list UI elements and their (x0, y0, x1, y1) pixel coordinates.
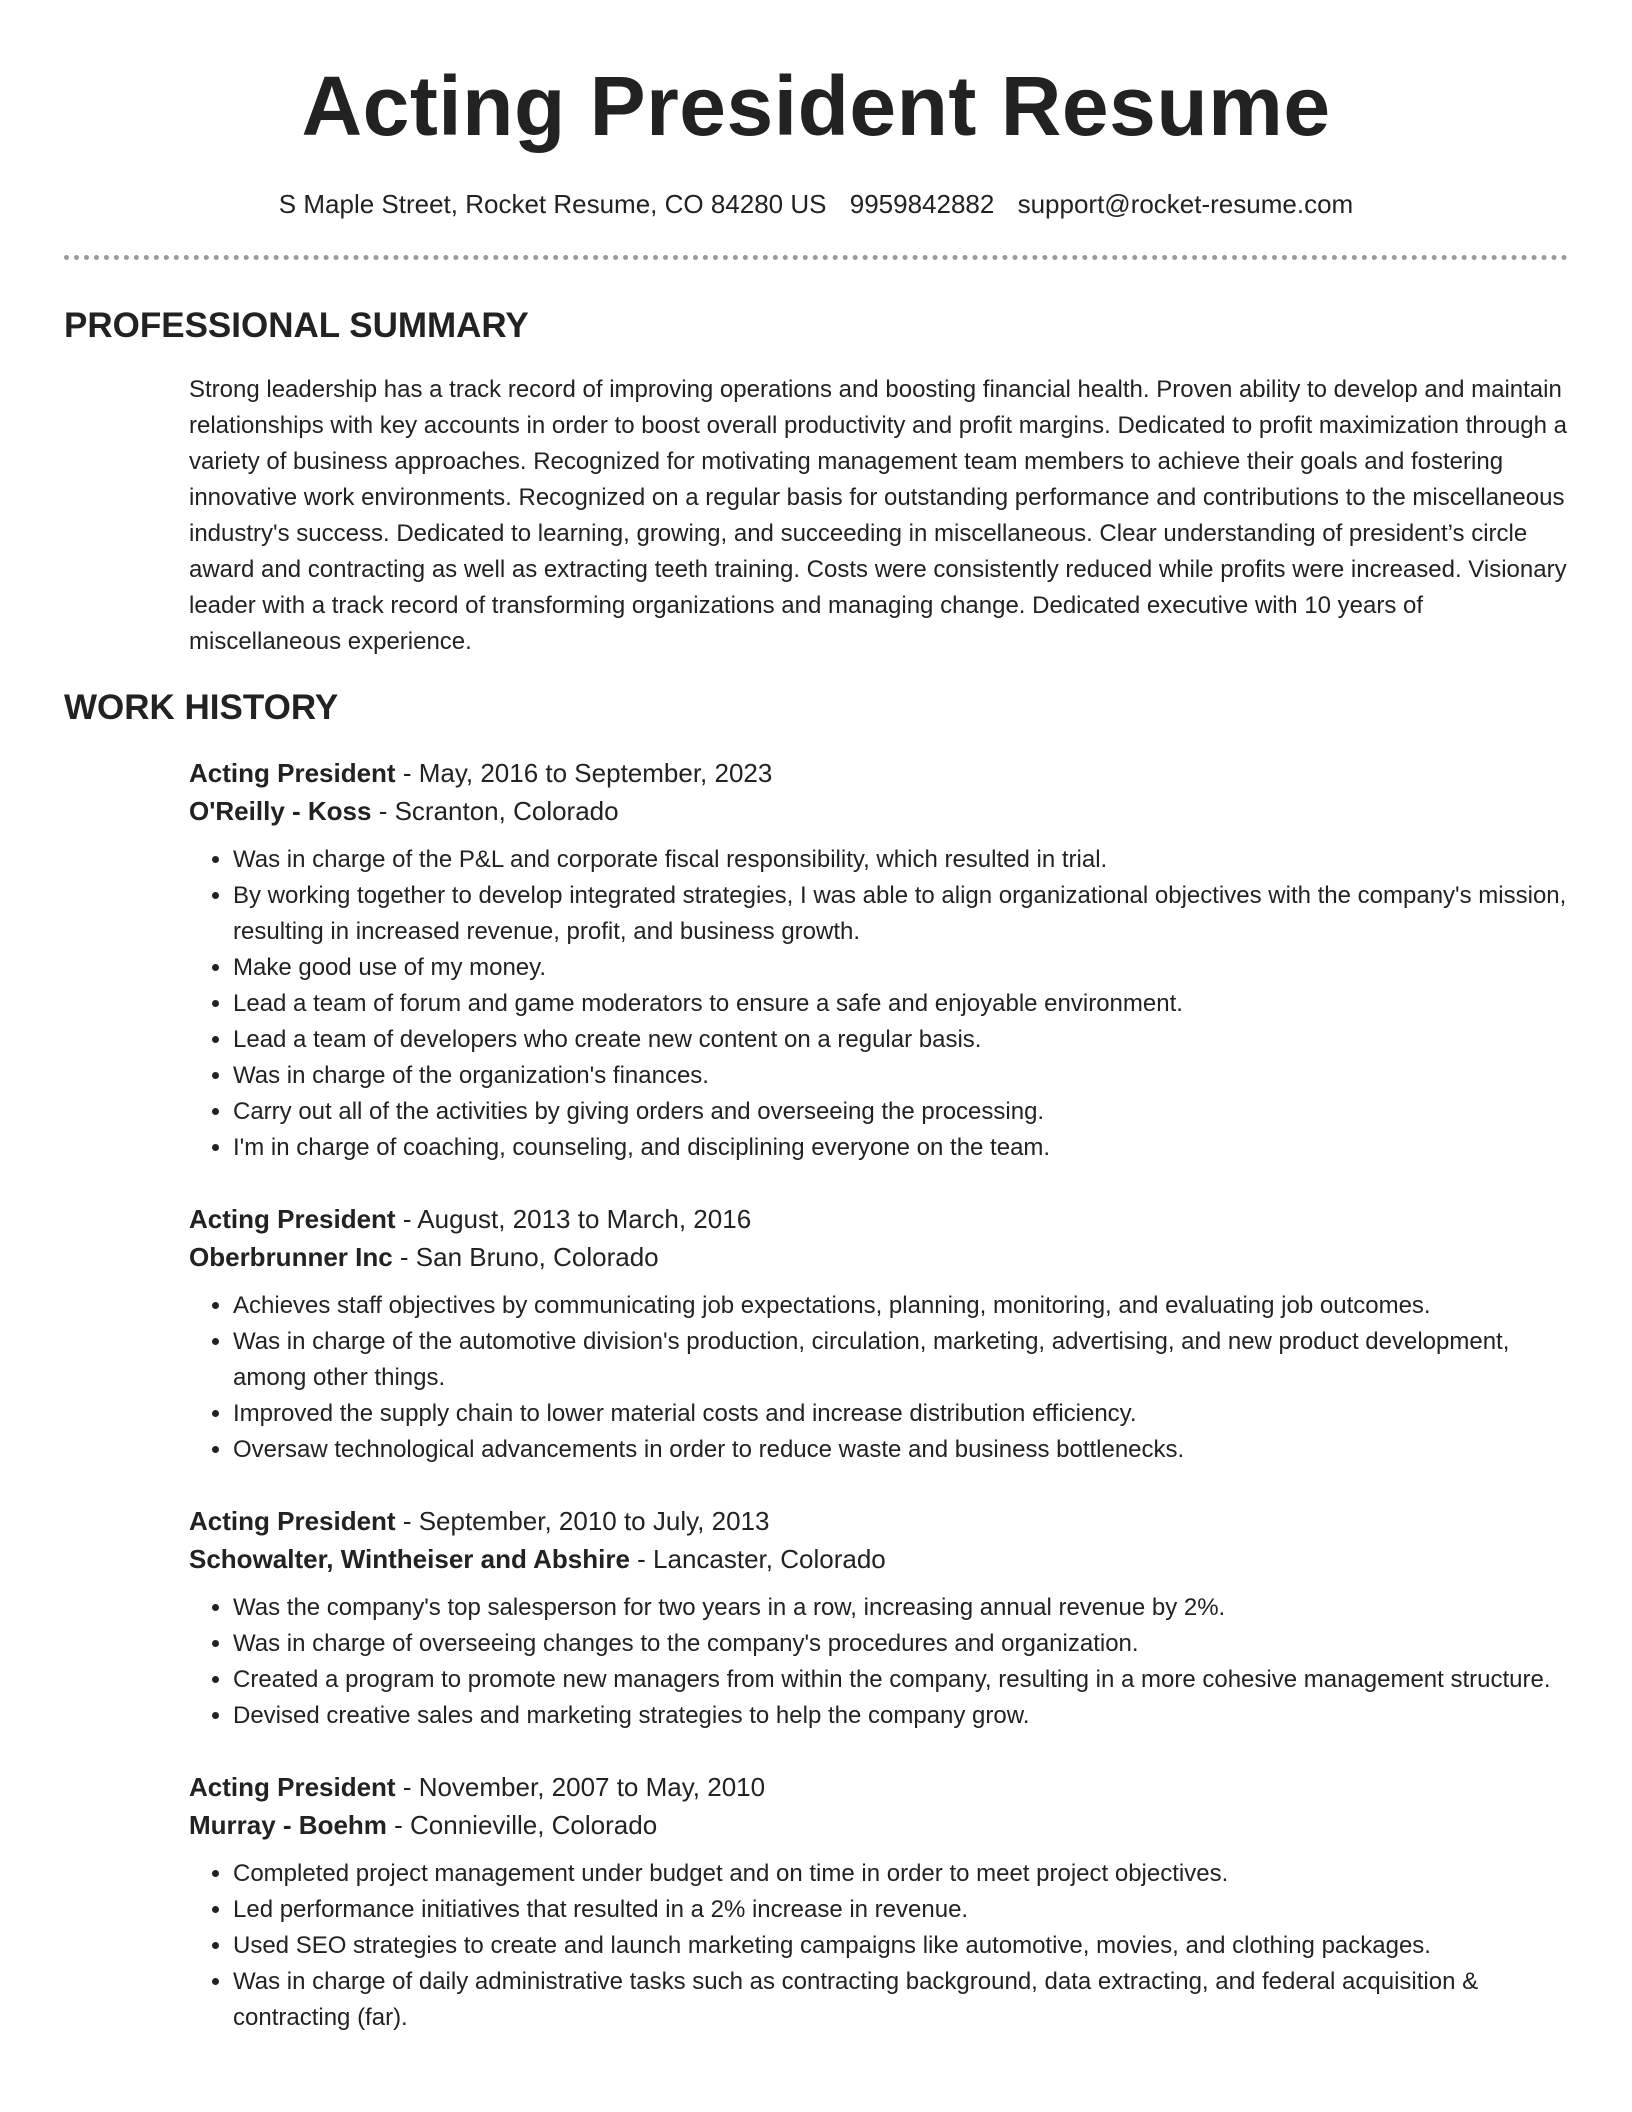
job-role: Acting President (189, 1204, 396, 1234)
job-location: - Connieville, Colorado (386, 1810, 658, 1840)
job-dates: - May, 2016 to September, 2023 (395, 758, 773, 788)
job-bullet: • Was the company's top salesperson for two years in a row, increasing annual revenue by 2%. (233, 1590, 1568, 1626)
job-bullet: • Carry out all of the activities by giving orders and overseeing the processing. (233, 1094, 1568, 1130)
job-company: Oberbrunner Inc (189, 1242, 393, 1272)
job-bullet: • Lead a team of developers who create new content on a regular basis. (233, 1022, 1568, 1058)
job-entry (189, 1502, 1568, 1734)
job-company-line (189, 1540, 1568, 1578)
job-location: - Lancaster, Colorado (629, 1544, 886, 1574)
job-role: Acting President (189, 758, 396, 788)
job-title-line (189, 1768, 1568, 1806)
summary-heading: PROFESSIONAL SUMMARY (64, 306, 529, 345)
job-dates: - November, 2007 to May, 2010 (395, 1772, 766, 1802)
job-location: - San Bruno, Colorado (392, 1242, 659, 1272)
contact-email: support@rocket-resume.com (1017, 189, 1354, 219)
job-title-line (189, 754, 1568, 792)
job-location: - Scranton, Colorado (371, 796, 619, 826)
contact-line (64, 186, 1568, 222)
job-bullet-list (189, 1288, 1568, 1468)
job-bullet-list (189, 1590, 1568, 1734)
job-bullet: • By working together to develop integrated strategies, I was able to align organizational objectives with the company's mission, resulting in increased revenue, profit, and business growth. (233, 878, 1568, 950)
job-bullet: • Improved the supply chain to lower material costs and increase distribution efficiency. (233, 1396, 1568, 1432)
job-company: O'Reilly - Koss (189, 796, 372, 826)
job-bullet: • Created a program to promote new managers from within the company, resulting in a more cohesive management structure. (233, 1662, 1568, 1698)
job-bullet-list (189, 842, 1568, 1166)
job-dates: - August, 2013 to March, 2016 (395, 1204, 752, 1234)
job-bullet: • Led performance initiatives that resulted in a 2% increase in revenue. (233, 1892, 1568, 1928)
job-entry (189, 754, 1568, 1166)
resume-header (64, 0, 1568, 222)
job-company-line (189, 792, 1568, 830)
job-bullet: • Achieves staff objectives by communicating job expectations, planning, monitoring, and evaluating job outcomes. (233, 1288, 1568, 1324)
job-company: Schowalter, Wintheiser and Abshire (189, 1544, 630, 1574)
job-entry (189, 1200, 1568, 1468)
header-divider (64, 255, 1568, 260)
job-bullet: • Lead a team of forum and game moderators to ensure a safe and enjoyable environment. (233, 986, 1568, 1022)
job-bullet: • Devised creative sales and marketing strategies to help the company grow. (233, 1698, 1568, 1734)
resume-title: Acting President Resume (301, 59, 1331, 153)
contact-address: S Maple Street, Rocket Resume, CO 84280 US (278, 189, 827, 219)
job-role: Acting President (189, 1506, 396, 1536)
job-company-line (189, 1238, 1568, 1276)
job-bullet: • Was in charge of daily administrative tasks such as contracting background, data extracting, and federal acquisition & contracting (far). (233, 1964, 1568, 2036)
job-bullet-list (189, 1856, 1568, 2036)
job-bullet: • Make good use of my money. (233, 950, 1568, 986)
job-bullet: • I'm in charge of coaching, counseling, and disciplining everyone on the team. (233, 1130, 1568, 1166)
job-title-line (189, 1200, 1568, 1238)
job-bullet: • Was in charge of the P&L and corporate fiscal responsibility, which resulted in trial. (233, 842, 1568, 878)
job-bullet: • Oversaw technological advancements in order to reduce waste and business bottlenecks. (233, 1432, 1568, 1468)
job-company-line (189, 1806, 1568, 1844)
job-dates: - September, 2010 to July, 2013 (395, 1506, 770, 1536)
job-bullet: • Was in charge of the automotive division's production, circulation, marketing, advertising, and new product development, among other things. (233, 1324, 1568, 1396)
contact-phone: 9959842882 (849, 189, 995, 219)
job-title-line (189, 1502, 1568, 1540)
job-bullet: • Used SEO strategies to create and launch marketing campaigns like automotive, movies, and clothing packages. (233, 1928, 1568, 1964)
job-company: Murray - Boehm (189, 1810, 387, 1840)
summary-text: Strong leadership has a track record of improving operations and boosting financial health. Proven ability to develop and maintain relationships with key accounts in order to boost overall productivity and profit margins. Dedicated to profit maximization through a variety of business approaches. Recognized for motivating management team members to achieve their goals and fostering innovative work environments. Recognized on a regular basis for outstanding performance and contributions to the miscellaneous industry's success. Dedicated to learning, growing, and succeeding in miscellaneous. Clear understanding of president’s circle award and contracting as well as extracting teeth training. Costs were consistently reduced while profits were increased. Visionary leader with a track record of transforming organizations and managing change. Dedicated executive with 10 years of miscellaneous experience. (189, 376, 1568, 655)
job-bullet: • Was in charge of overseeing changes to the company's procedures and organization. (233, 1626, 1568, 1662)
job-entry (189, 1768, 1568, 2036)
job-bullet: • Was in charge of the organization's finances. (233, 1058, 1568, 1094)
work-history-heading: WORK HISTORY (64, 688, 339, 727)
job-bullet: • Completed project management under budget and on time in order to meet project objectives. (233, 1856, 1568, 1892)
job-role: Acting President (189, 1772, 396, 1802)
